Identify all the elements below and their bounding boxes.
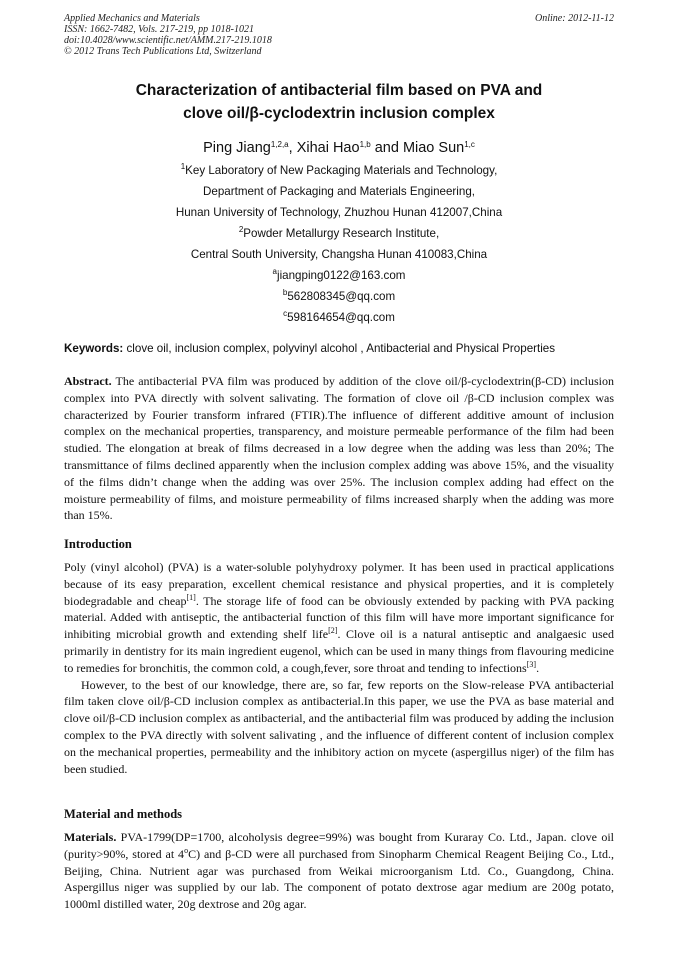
paragraph-text: . Clove oil is a natural antiseptic and analgaesic used primarily in dentistry for its main ingredient eugenol, which can be used in many things from flavouring medicine to remedies for bronchitis, the common cold, a cough,fever, sore throat and tending to infections [64, 627, 614, 675]
author-affil-marker: 1,b [359, 140, 371, 149]
journal-copyright: © 2012 Trans Tech Publications Ltd, Switzerland [64, 46, 262, 57]
author-list [64, 137, 614, 159]
affil-text: Powder Metallurgy Research Institute, [243, 227, 440, 240]
introduction-heading: Introduction [64, 537, 132, 551]
email-address: 562808345@qq.com [287, 290, 396, 303]
journal-doi: doi:10.4028/www.scientific.net/AMM.217-219.1018 [64, 35, 272, 46]
paragraph-text: C) and β-CD were all purchased from Sinopharm Chemical Reagent Beijing Co., Ltd., Beijing, China. Nutrient agar was purchased from Weikai microorganism Ltd. Co., Guangdong, China. Aspergillus niger was supplied by our lab. The component of potato dextrose agar medium are 200g potato, 1000ml distilled water, 20g dextrose and 20g agar. [64, 846, 614, 912]
citation-ref: [1] [186, 592, 196, 602]
affiliation-line: Hunan University of Technology, Zhuzhou Hunan 412007,China [175, 206, 503, 219]
paper-title [64, 79, 614, 125]
author-affil-marker: 1,2,a [270, 140, 289, 149]
affil-marker: 2 [238, 225, 244, 234]
author-separator: , [288, 140, 297, 156]
affiliation-line [64, 223, 614, 244]
paragraph-text: . The storage life of food can be obviously extended by packing with PVA packing material. Added with antiseptic, the antibacterial function of this film will have more important significance for inhibiting microbial growth and extending shelf life [64, 593, 614, 642]
materials-label: Materials. [64, 830, 117, 844]
degree-marker: o [184, 845, 189, 855]
author-name: Xihai Hao [296, 140, 360, 156]
journal-issn: ISSN: 1662-7482, Vols. 217-219, pp 1018-1021 [64, 24, 254, 35]
email-address: 598164654@qq.com [287, 311, 395, 324]
affil-marker: 1 [180, 162, 186, 171]
email-marker: a [272, 267, 277, 276]
introduction-body [64, 559, 614, 777]
author-name: Miao Sun [402, 140, 465, 156]
affiliations [64, 160, 614, 328]
journal-header [64, 13, 272, 57]
email-line [64, 307, 614, 328]
affiliation-line: Department of Packaging and Materials Engineering, [203, 185, 475, 198]
keywords-text: clove oil, inclusion complex, polyvinyl alcohol , Antibacterial and Physical Properties [123, 342, 556, 355]
keywords-label: Keywords: [64, 342, 124, 355]
author-separator: and [370, 140, 403, 156]
affiliation-line [64, 160, 614, 181]
materials-paragraph [64, 829, 614, 913]
email-marker: c [283, 309, 288, 318]
email-line [64, 286, 614, 307]
title-line-2: clove oil/β-cyclodextrin inclusion complex [183, 105, 495, 122]
paragraph-text: . [536, 660, 540, 675]
online-date: Online: 2012-11-12 [535, 13, 614, 24]
paragraph-text: Poly (vinyl alcohol) (PVA) is a water-soluble polyhydroxy polymer. It has been used in practical applications because of its easy preparation, excellent chemical resistance and physical properties, and it is completely biodegradable and cheap [64, 560, 614, 608]
title-line-1: Characterization of antibacterial film based on PVA and [135, 82, 543, 99]
affil-text: Key Laboratory of New Packaging Materials and Technology, [185, 164, 498, 177]
abstract-text: The antibacterial PVA film was produced by addition of the clove oil/β-cyclodextrin(β-CD) inclusion complex into PVA directly with solvent salivating. The formation of clove oil /β-CD inclusion complex was characterized by Fourier transform infrared (FTIR).The influence of different additive amount of inclusion complex on the mechanical properties, transparency, and moisture permeable performance of the film had been studied. The elongation at break of films decreased in a low degree when the adding was less than 20%; The transmittance of films declined apparently when the inclusion complex adding was above 15%, and the visuality of the films didn’t change when the adding was over 25%. The inclusion complex adding had effect on the moisture permeability of films, and moisture permeability of films increased sharply when the adding was more than 15%. [64, 374, 614, 523]
introduction-paragraph-2: However, to the best of our knowledge, there are, so far, few reports on the Slow-release PVA antibacterial film taken clove oil/β-CD inclusion complex as antibacterial.In this paper, we use the PVA as base material and clove oil/β-CD inclusion complex as antibacterial, and the antibacterial film was produced by adding the inclusion complex to the PVA directly with solvent salivating , and the influence of different content of inclusion complex on the mechanical properties, permeability and the inhibitory action on mycete (aspergillus niger) of the film has been studied. [64, 677, 614, 776]
abstract [64, 373, 614, 524]
citation-ref: [2] [328, 626, 338, 636]
email-address: jiangping0122@163.com [277, 269, 406, 282]
methods-heading: Material and methods [64, 807, 183, 821]
introduction-paragraph-1 [64, 559, 614, 677]
author-name: Ping Jiang [203, 140, 271, 156]
keywords [64, 341, 614, 357]
abstract-label: Abstract. [64, 374, 112, 388]
affiliation-line: Central South University, Changsha Hunan 410083,China [190, 248, 488, 261]
email-marker: b [282, 288, 288, 297]
paragraph-text: PVA-1799(DP=1700, alcoholysis degree=99%) was bought from Kuraray Co. Ltd., Japan. clove oil (purity>90%, stored at 4 [64, 830, 614, 861]
citation-ref: [3] [526, 659, 537, 669]
email-line [64, 265, 614, 286]
journal-name: Applied Mechanics and Materials [64, 13, 200, 24]
author-affil-marker: 1,c [464, 140, 475, 149]
